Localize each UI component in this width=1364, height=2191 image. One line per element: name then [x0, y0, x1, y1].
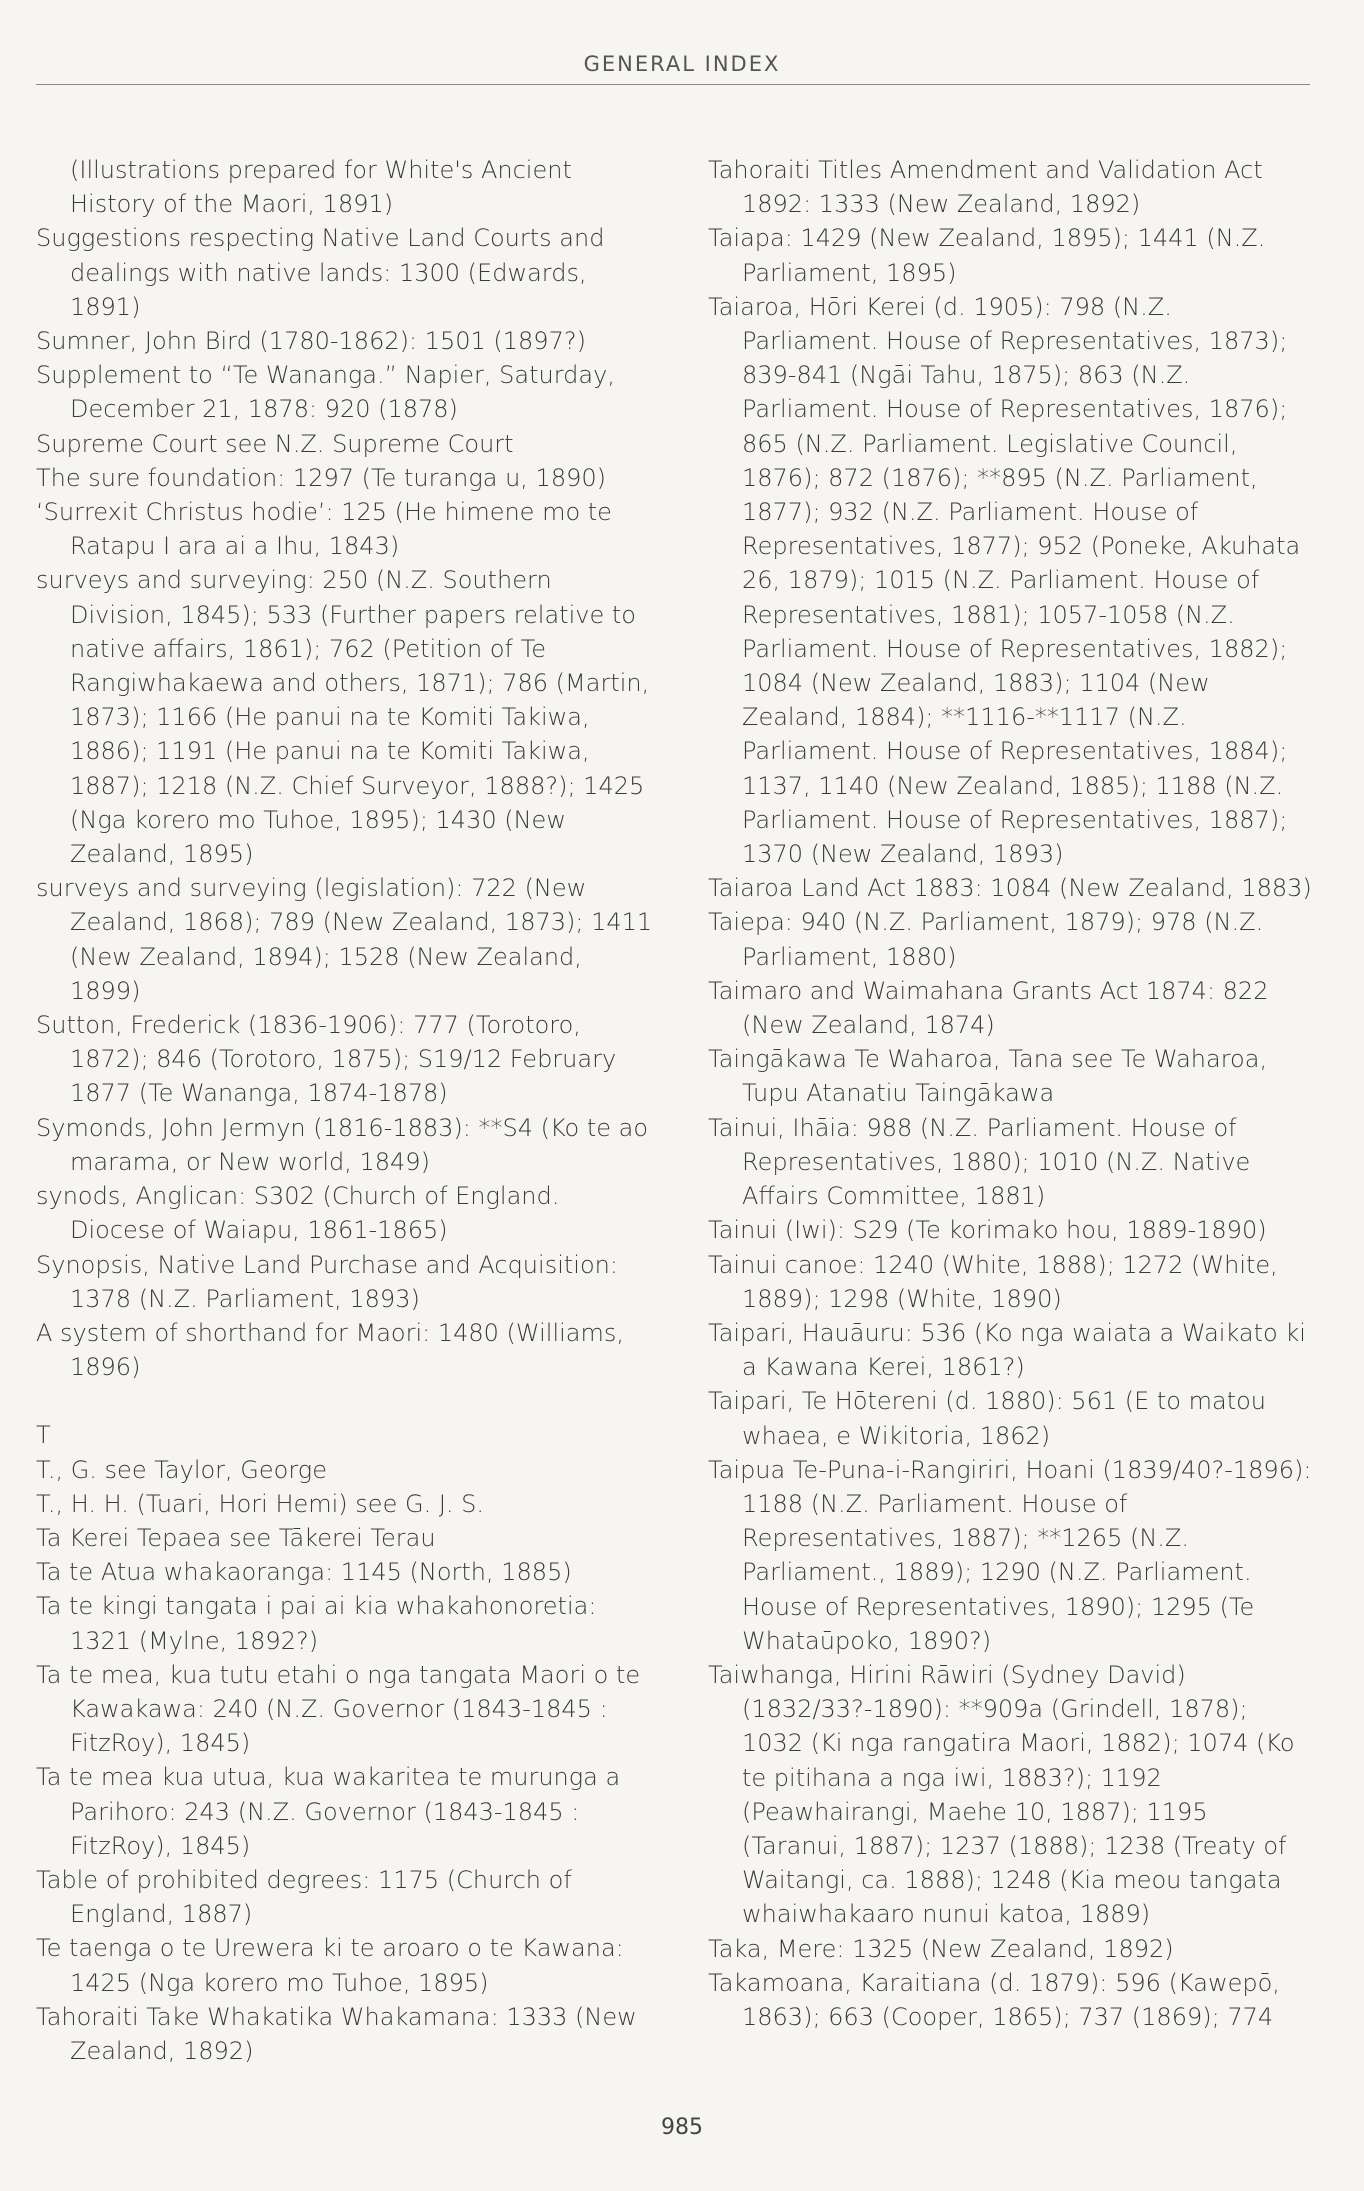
left-column: [36, 153, 656, 2068]
index-entry: Taiaroa, Hōri Kerei (d. 1905): 798 (N.Z. Parliament. House of Representatives, 1873); 839-841 (Ngāi Tahu, 1875); 863 (N.Z. Parliament. House of Representatives, 1876); 865 (N.Z. Parliament. Legislative Council, 1876); 872 (1876); **895 (N.Z. Parliament, 1877); 932 (N.Z. Parliament. House of Representatives, 1877); 952 (Poneke, Akuhata 26, 1879); 1015 (N.Z. Parliament. House of Representatives, 1881); 1057-1058 (N.Z. Parliament. House of Representatives, 1882); 1084 (New Zealand, 1883); 1104 (New Zealand, 1884); **1116-**1117 (N.Z. Parliament. House of Representatives, 1884); 1137, 1140 (New Zealand, 1885); 1188 (N.Z. Parliament. House of Representatives, 1887); 1370 (New Zealand, 1893): [708, 292, 1301, 869]
index-entry: ‘Surrexit Christus hodie’: 125 (He himene mo te Ratapu I ara ai a Ihu, 1843): [36, 498, 612, 561]
index-entry: Taingākawa Te Waharoa, Tana see Te Waharoa, Tupu Atanatiu Taingākawa: [708, 1045, 1268, 1108]
index-entry: Taipua Te-Puna-i-Rangiriri, Hoani (1839/40?-1896): 1188 (N.Z. Parliament. House of Representatives, 1887); **1265 (N.Z. Parliament., 1889); 1290 (N.Z. Parliament. House of Representatives, 1890); 1295 (Te Whataūpoko, 1890?): [708, 1455, 1312, 1655]
index-entry: Ta te mea kua utua, kua wakaritea te murunga a Parihoro: 243 (N.Z. Governor (1843-1845 : FitzRoy), 1845): [36, 1763, 621, 1860]
index-entry: surveys and surveying: 250 (N.Z. Southern Division, 1845); 533 (Further papers relative to native affairs, 1861); 762 (Petition of Te Rangiwhakaewa and others, 1871); 786 (Martin, 1873); 1166 (He panui na te Komiti Takiwa, 1886); 1191 (He panui na te Komiti Takiwa, 1887); 1218 (N.Z. Chief Surveyor, 1888?); 1425 (Nga korero mo Tuhoe, 1895); 1430 (New Zealand, 1895): [36, 566, 650, 869]
index-entry: T., G. see Taylor, George: [36, 1455, 327, 1484]
index-entry: The sure foundation: 1297 (Te turanga u, 1890): [36, 463, 606, 492]
index-entry: Ta Kerei Tepaea see Tākerei Terau: [36, 1523, 436, 1552]
index-entry: Takamoana, Karaitiana (d. 1879): 596 (Kawepō, 1863); 663 (Cooper, 1865); 737 (1869); 774: [708, 1968, 1280, 2031]
index-entry: Synopsis, Native Land Purchase and Acquisition: 1378 (N.Z. Parliament, 1893): [36, 1250, 618, 1313]
index-entry: Supplement to “Te Wananga.” Napier, Saturday, December 21, 1878: 920 (1878): [36, 361, 615, 424]
index-entry: Taipari, Hauāuru: 536 (Ko nga waiata a Waikato ki a Kawana Kerei, 1861?): [708, 1318, 1306, 1382]
header-rule: [36, 84, 1310, 85]
index-entry: Tahoraiti Take Whakatika Whakamana: 1333 (New Zealand, 1892): [36, 2002, 637, 2065]
index-entry: Taipari, Te Hōtereni (d. 1880): 561 (E to matou whaea, e Wikitoria, 1862): [708, 1387, 1267, 1450]
index-entry: synods, Anglican: S302 (Church of England. Diocese of Waiapu, 1861-1865): [36, 1182, 560, 1245]
index-entry: Taimaro and Waimahana Grants Act 1874: 822 (New Zealand, 1874): [708, 976, 1269, 1040]
index-entry: A system of shorthand for Maori: 1480 (Williams, 1896): [36, 1318, 625, 1382]
right-column: [708, 153, 1312, 2034]
index-entry: Taka, Mere: 1325 (New Zealand, 1892): [708, 1934, 1174, 1963]
index-entry: surveys and surveying (legislation): 722 (New Zealand, 1868); 789 (New Zealand, 1873); 1411 (New Zealand, 1894); 1528 (New Zealand, 1899): [36, 874, 653, 1005]
page-number: 985: [661, 2115, 703, 2140]
index-entry: Suggestions respecting Native Land Courts and dealings with native lands: 1300 (Edwards, 1891): [36, 224, 605, 321]
index-entry: Taiapa: 1429 (New Zealand, 1895); 1441 (N.Z. Parliament, 1895): [708, 224, 1266, 287]
index-entry: Symonds, John Jermyn (1816-1883): **S4 (Ko te ao marama, or New world, 1849): [36, 1113, 649, 1176]
index-entry: (Illustrations prepared for White's Ancient History of the Maori, 1891): [70, 156, 572, 219]
index-entry: Ta te mea, kua tutu etahi o nga tangata Maori o te Kawakawa: 240 (N.Z. Governor (1843-1845 : FitzRoy), 1845): [36, 1660, 641, 1758]
index-entry: Table of prohibited degrees: 1175 (Church of England, 1887): [36, 1865, 572, 1929]
section-letter: T: [36, 1421, 51, 1450]
index-entry: Ta te Atua whakaoranga: 1145 (North, 1885): [36, 1558, 572, 1587]
index-entry: Te taenga o te Urewera ki te aroaro o te Kawana: 1425 (Nga korero mo Tuhoe, 1895): [36, 1934, 624, 1997]
index-entry: T., H. H. (Tuari, Hori Hemi) see G. J. S.: [36, 1489, 485, 1518]
index-entry: Taiepa: 940 (N.Z. Parliament, 1879); 978 (N.Z. Parliament, 1880): [708, 908, 1264, 971]
index-entry: Sutton, Frederick (1836-1906): 777 (Torotoro, 1872); 846 (Torotoro, 1875); S19/12 February 1877 (Te Wananga, 1874-1878): [36, 1011, 617, 1108]
index-entry: Taiwhanga, Hirini Rāwiri (Sydney David) (1832/33?-1890): **909a (Grindell, 1878); 1032 (Ki nga rangatira Maori, 1882); 1074 (Ko te pitihana a nga iwi, 1883?); 1192 (Peawhairangi, Maehe 10, 1887); 1195 (Taranui, 1887); 1237 (1888); 1238 (Treaty of Waitangi, ca. 1888); 1248 (Kia meou tangata whaiwhakaaro nunui katoa, 1889): [708, 1660, 1295, 1929]
running-header: GENERAL INDEX: [583, 52, 781, 76]
index-entry: Taiaroa Land Act 1883: 1084 (New Zealand, 1883): [708, 874, 1312, 903]
index-entry: Ta te kingi tangata i pai ai kia whakahonoretia: 1321 (Mylne, 1892?): [36, 1592, 597, 1655]
index-entry: Supreme Court see N.Z. Supreme Court: [36, 429, 514, 458]
index-entry: Tahoraiti Titles Amendment and Validation Act 1892: 1333 (New Zealand, 1892): [708, 156, 1263, 219]
index-entry: Tainui canoe: 1240 (White, 1888); 1272 (White, 1889); 1298 (White, 1890): [708, 1250, 1278, 1313]
index-entry: Tainui, Ihāia: 988 (N.Z. Parliament. House of Representatives, 1880); 1010 (N.Z. Native Affairs Committee, 1881): [708, 1113, 1251, 1211]
index-entry: Tainui (Iwi): S29 (Te korimako hou, 1889-1890): [708, 1216, 1267, 1245]
index-entry: Sumner, John Bird (1780-1862): 1501 (1897?): [36, 327, 586, 356]
